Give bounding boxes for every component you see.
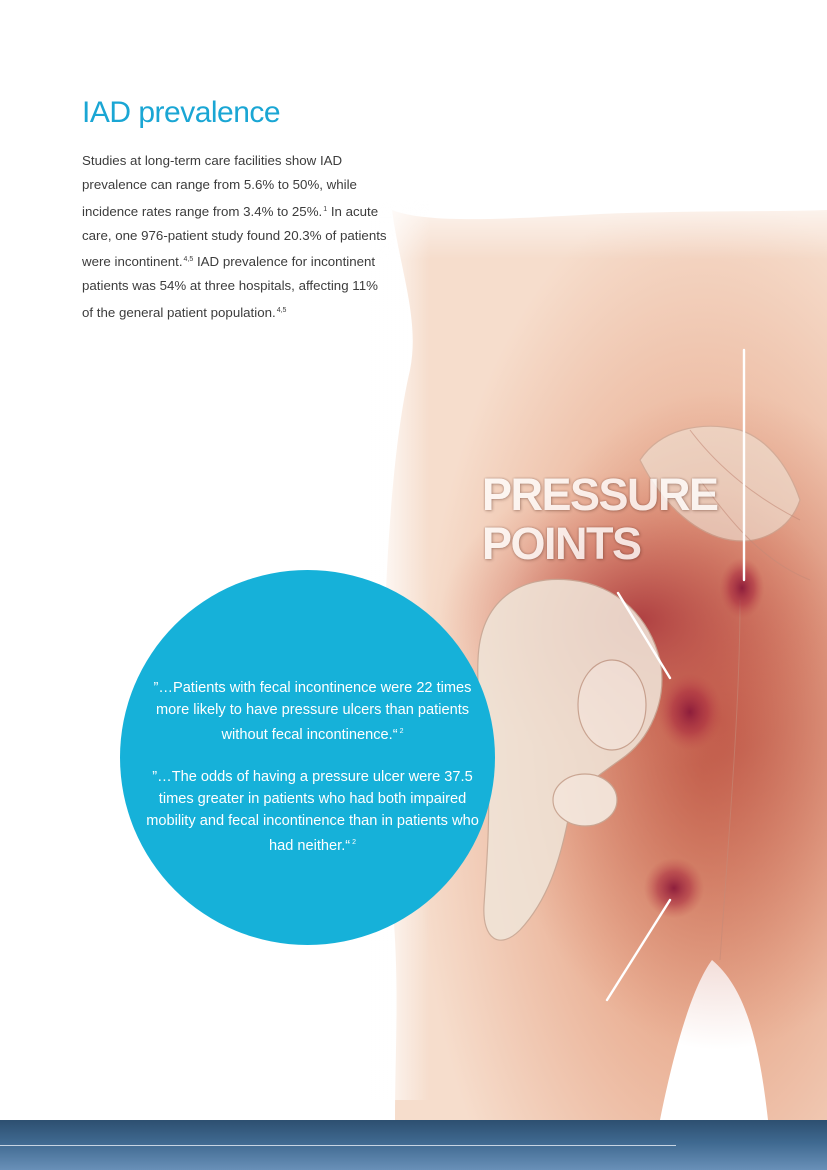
footer-divider (0, 1145, 676, 1146)
pressure-spot (644, 858, 704, 918)
reference-3: 4,5 (276, 306, 287, 314)
quote-2-reference: 2 (352, 839, 357, 846)
reference-1: 1 (323, 205, 328, 213)
quote-callout-circle (120, 570, 495, 945)
quote-1 (145, 677, 480, 746)
pressure-points-line-1: PRESSURE (482, 469, 718, 520)
pressure-spot (720, 558, 764, 618)
quote-2 (145, 766, 480, 857)
quote-1-reference: 2 (399, 728, 404, 735)
quote-2-text: ”…The odds of having a pressure ulcer were 37.5 times greater in patients who had both impaired mobility and fecal incontinence than in patients who had neither.“ (146, 769, 479, 854)
pressure-spot (658, 674, 722, 750)
reference-2: 4,5 (183, 256, 194, 264)
intro-sentence-2: In acute care, one 976-patient study found 20.3% of patients were incontinent. (82, 203, 387, 270)
pressure-points-title (482, 470, 718, 568)
intro-paragraph (82, 149, 392, 325)
quote-1-text: ”…Patients with fecal incontinence were 22 times more likely to have pressure ulcers than patients without fecal incontinence.“ (153, 680, 472, 743)
intro-sentence-3: IAD prevalence for incontinent patients was 54% at three hospitals, affecting 11% of the general patient population. (82, 254, 378, 320)
page-title: IAD prevalence (82, 96, 281, 129)
pressure-points-line-2: POINTS (482, 518, 641, 569)
intro-sentence-1: Studies at long-term care facilities show IAD prevalence can range from 5.6% to 50%, while incidence rates range from 3.4% to 25%. (82, 153, 357, 219)
